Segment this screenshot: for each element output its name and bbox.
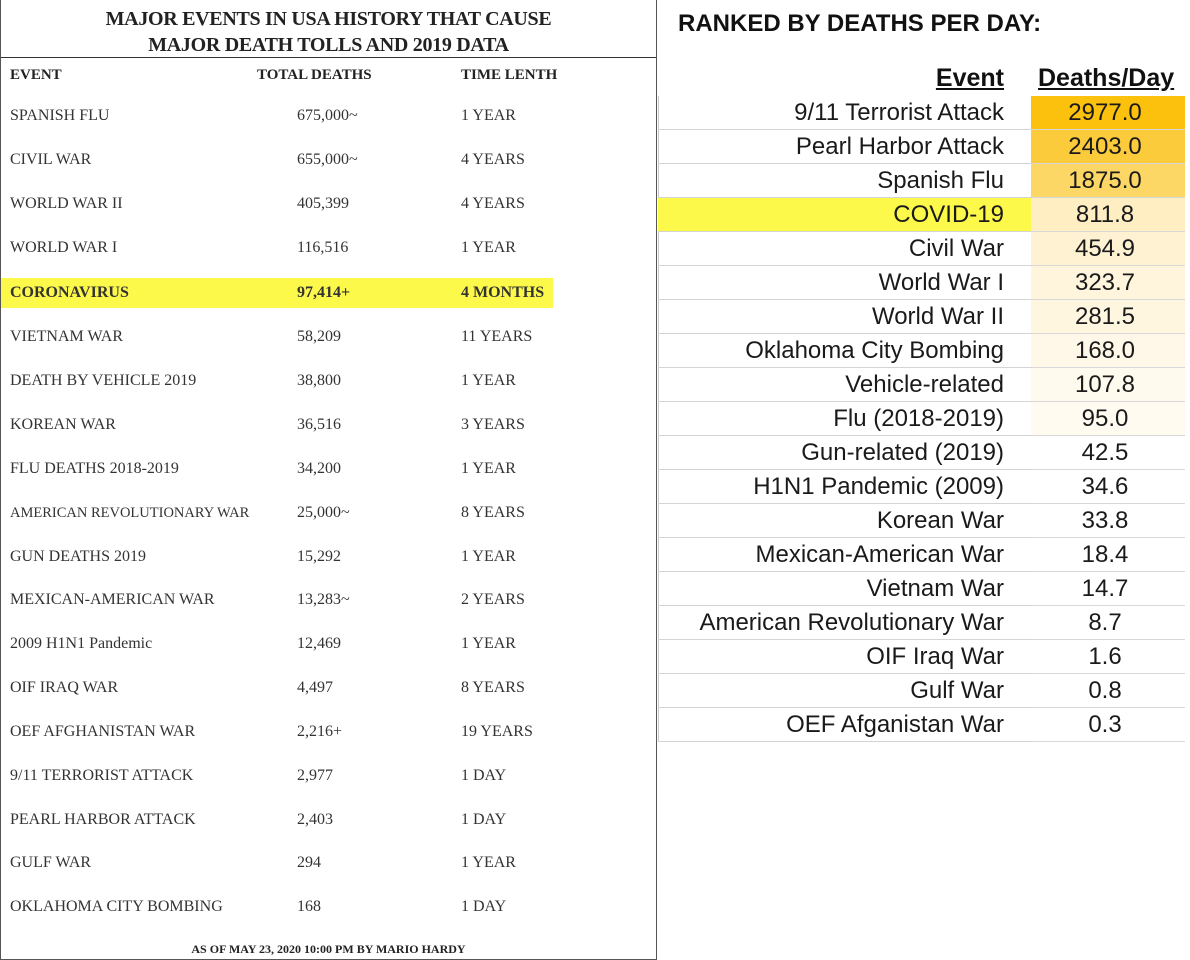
table-row [1, 630, 656, 660]
ranked-row [658, 674, 1185, 708]
header-event: Event [935, 64, 1004, 92]
deaths-per-day-cell: 1875.0 [1031, 164, 1185, 198]
total-deaths-cell: 12,469 [297, 635, 341, 652]
total-deaths-cell: 36,516 [297, 416, 341, 433]
table-row [1, 323, 656, 353]
deaths-per-day-cell: 33.8 [1031, 504, 1185, 538]
ranked-row [658, 708, 1185, 742]
table-row [1, 806, 656, 836]
time-length-cell: 8 YEARS [461, 679, 525, 696]
table-row [1, 718, 656, 748]
event-cell: VIETNAM WAR [10, 328, 124, 345]
header-event: EVENT [10, 67, 62, 83]
table-row [1, 586, 656, 616]
total-deaths-cell: 405,399 [297, 195, 349, 212]
table-row [1, 146, 656, 176]
table-row [1, 279, 656, 309]
ranked-row [658, 96, 1185, 130]
ranked-row [658, 402, 1185, 436]
event-cell: 9/11 TERRORIST ATTACK [10, 767, 194, 784]
total-deaths-cell: 4,497 [297, 679, 333, 696]
total-deaths-cell: 2,977 [297, 767, 333, 784]
deaths-per-day-cell: 168.0 [1031, 334, 1185, 368]
time-length-cell: 1 DAY [461, 898, 507, 915]
left-title [1, 6, 656, 58]
table-row [1, 499, 656, 529]
time-length-cell: 1 YEAR [461, 107, 516, 124]
event-cell: DEATH BY VEHICLE 2019 [10, 372, 197, 389]
event-cell: World War II [658, 300, 1031, 334]
header-deaths-per-day: Deaths/Day [1038, 64, 1175, 92]
event-cell: GULF WAR [10, 854, 92, 871]
ranked-row [658, 606, 1185, 640]
ranked-row [658, 198, 1185, 232]
event-cell: OIF IRAQ WAR [10, 679, 119, 696]
time-length-cell: 11 YEARS [461, 328, 533, 345]
deaths-per-day-cell: 8.7 [1031, 606, 1185, 640]
time-length-cell: 1 DAY [461, 767, 507, 784]
left-title-line1: MAJOR EVENTS IN USA HISTORY THAT CAUSE [105, 8, 552, 30]
deaths-per-day-cell: 0.3 [1031, 708, 1185, 742]
ranked-row [658, 232, 1185, 266]
time-length-cell: 8 YEARS [461, 504, 525, 521]
total-deaths-cell: 655,000~ [297, 151, 358, 168]
ranked-row [658, 572, 1185, 606]
time-length-cell: 3 YEARS [461, 416, 525, 433]
event-cell: GUN DEATHS 2019 [10, 548, 146, 565]
left-title-line2: MAJOR DEATH TOLLS AND 2019 DATA [148, 34, 509, 56]
event-cell: OKLAHOMA CITY BOMBING [10, 898, 223, 915]
time-length-cell: 1 YEAR [461, 239, 516, 256]
event-cell: American Revolutionary War [658, 606, 1031, 640]
event-cell: WORLD WAR I [10, 239, 118, 256]
left-table-header [1, 62, 656, 92]
table-row [1, 234, 656, 264]
total-deaths-cell: 34,200 [297, 460, 341, 477]
deaths-per-day-cell: 1.6 [1031, 640, 1185, 674]
ranked-row [658, 504, 1185, 538]
deaths-per-day-cell: 42.5 [1031, 436, 1185, 470]
deaths-per-day-cell: 0.8 [1031, 674, 1185, 708]
deaths-per-day-cell: 2403.0 [1031, 130, 1185, 164]
total-deaths-cell: 116,516 [297, 239, 349, 256]
total-deaths-cell: 25,000~ [297, 504, 350, 521]
event-cell: PEARL HARBOR ATTACK [10, 811, 196, 828]
total-deaths-cell: 38,800 [297, 372, 341, 389]
event-cell: CORONAVIRUS [10, 284, 129, 301]
table-row [1, 674, 656, 704]
event-cell: Vietnam War [658, 572, 1031, 606]
event-cell: Vehicle-related [658, 368, 1031, 402]
time-length-cell: 1 YEAR [461, 460, 516, 477]
event-cell: MEXICAN-AMERICAN WAR [10, 591, 215, 608]
table-row [1, 102, 656, 132]
ranked-table-header [658, 62, 1185, 96]
total-deaths-cell: 675,000~ [297, 107, 358, 124]
deaths-per-day-cell: 14.7 [1031, 572, 1185, 606]
ranked-row [658, 266, 1185, 300]
total-deaths-cell: 58,209 [297, 328, 341, 345]
header-time-length: TIME LENTH [461, 67, 558, 83]
event-cell: OEF AFGHANISTAN WAR [10, 723, 196, 740]
event-cell: Korean War [658, 504, 1031, 538]
event-cell: H1N1 Pandemic (2009) [658, 470, 1031, 504]
total-deaths-cell: 168 [297, 898, 321, 915]
event-cell: AMERICAN REVOLUTIONARY WAR [10, 505, 250, 521]
total-deaths-cell: 294 [297, 854, 321, 871]
table-row [1, 190, 656, 220]
event-cell: SPANISH FLU [10, 107, 110, 124]
deaths-per-day-cell: 18.4 [1031, 538, 1185, 572]
right-title: RANKED BY DEATHS PER DAY: [678, 10, 1042, 37]
deaths-per-day-cell: 107.8 [1031, 368, 1185, 402]
table-row [1, 367, 656, 397]
deaths-per-day-cell: 323.7 [1031, 266, 1185, 300]
time-length-cell: 4 YEARS [461, 151, 525, 168]
event-cell: Oklahoma City Bombing [658, 334, 1031, 368]
ranked-row [658, 640, 1185, 674]
table-row [1, 762, 656, 792]
event-cell: Gulf War [658, 674, 1031, 708]
event-cell: Pearl Harbor Attack [658, 130, 1031, 164]
time-length-cell: 1 YEAR [461, 548, 516, 565]
time-length-cell: 1 YEAR [461, 372, 516, 389]
ranked-row [658, 538, 1185, 572]
event-cell: 2009 H1N1 Pandemic [10, 635, 153, 652]
time-length-cell: 1 YEAR [461, 854, 516, 871]
event-cell: CIVIL WAR [10, 151, 92, 168]
event-cell: FLU DEATHS 2018-2019 [10, 460, 179, 477]
table-row [1, 543, 656, 573]
deaths-per-day-cell: 95.0 [1031, 402, 1185, 436]
table-row [1, 411, 656, 441]
time-length-cell: 4 YEARS [461, 195, 525, 212]
event-cell: WORLD WAR II [10, 195, 123, 212]
event-cell: Flu (2018-2019) [658, 402, 1031, 436]
ranked-row [658, 300, 1185, 334]
total-deaths-cell: 2,403 [297, 811, 333, 828]
table-row [1, 893, 656, 923]
left-footer: AS OF MAY 23, 2020 10:00 PM BY MARIO HARDY [191, 942, 466, 956]
ranked-row [658, 130, 1185, 164]
time-length-cell: 2 YEARS [461, 591, 525, 608]
event-cell: Civil War [658, 232, 1031, 266]
event-cell: COVID-19 [658, 198, 1031, 232]
table-row [1, 455, 656, 485]
deaths-per-day-cell: 454.9 [1031, 232, 1185, 266]
total-deaths-cell: 2,216+ [297, 723, 343, 740]
time-length-cell: 4 MONTHS [461, 284, 545, 301]
deaths-per-day-cell: 2977.0 [1031, 96, 1185, 130]
deaths-per-day-cell: 34.6 [1031, 470, 1185, 504]
ranked-row [658, 368, 1185, 402]
event-cell: Spanish Flu [658, 164, 1031, 198]
event-cell: Gun-related (2019) [658, 436, 1031, 470]
time-length-cell: 1 DAY [461, 811, 507, 828]
event-cell: 9/11 Terrorist Attack [658, 96, 1031, 130]
event-cell: KOREAN WAR [10, 416, 116, 433]
time-length-cell: 19 YEARS [461, 723, 533, 740]
total-deaths-cell: 15,292 [297, 548, 341, 565]
ranked-row [658, 436, 1185, 470]
total-deaths-cell: 13,283~ [297, 591, 350, 608]
time-length-cell: 1 YEAR [461, 635, 516, 652]
event-cell: World War I [658, 266, 1031, 300]
total-deaths-cell: 97,414+ [297, 284, 351, 301]
ranked-row [658, 164, 1185, 198]
event-cell: OIF Iraq War [658, 640, 1031, 674]
title-divider [1, 57, 656, 58]
deaths-per-day-cell: 811.8 [1031, 198, 1185, 232]
ranked-row [658, 334, 1185, 368]
table-row [1, 849, 656, 879]
deaths-per-day-cell: 281.5 [1031, 300, 1185, 334]
ranked-row [658, 470, 1185, 504]
event-cell: Mexican-American War [658, 538, 1031, 572]
header-total-deaths: TOTAL DEATHS [257, 67, 372, 83]
event-cell: OEF Afganistan War [658, 708, 1031, 742]
